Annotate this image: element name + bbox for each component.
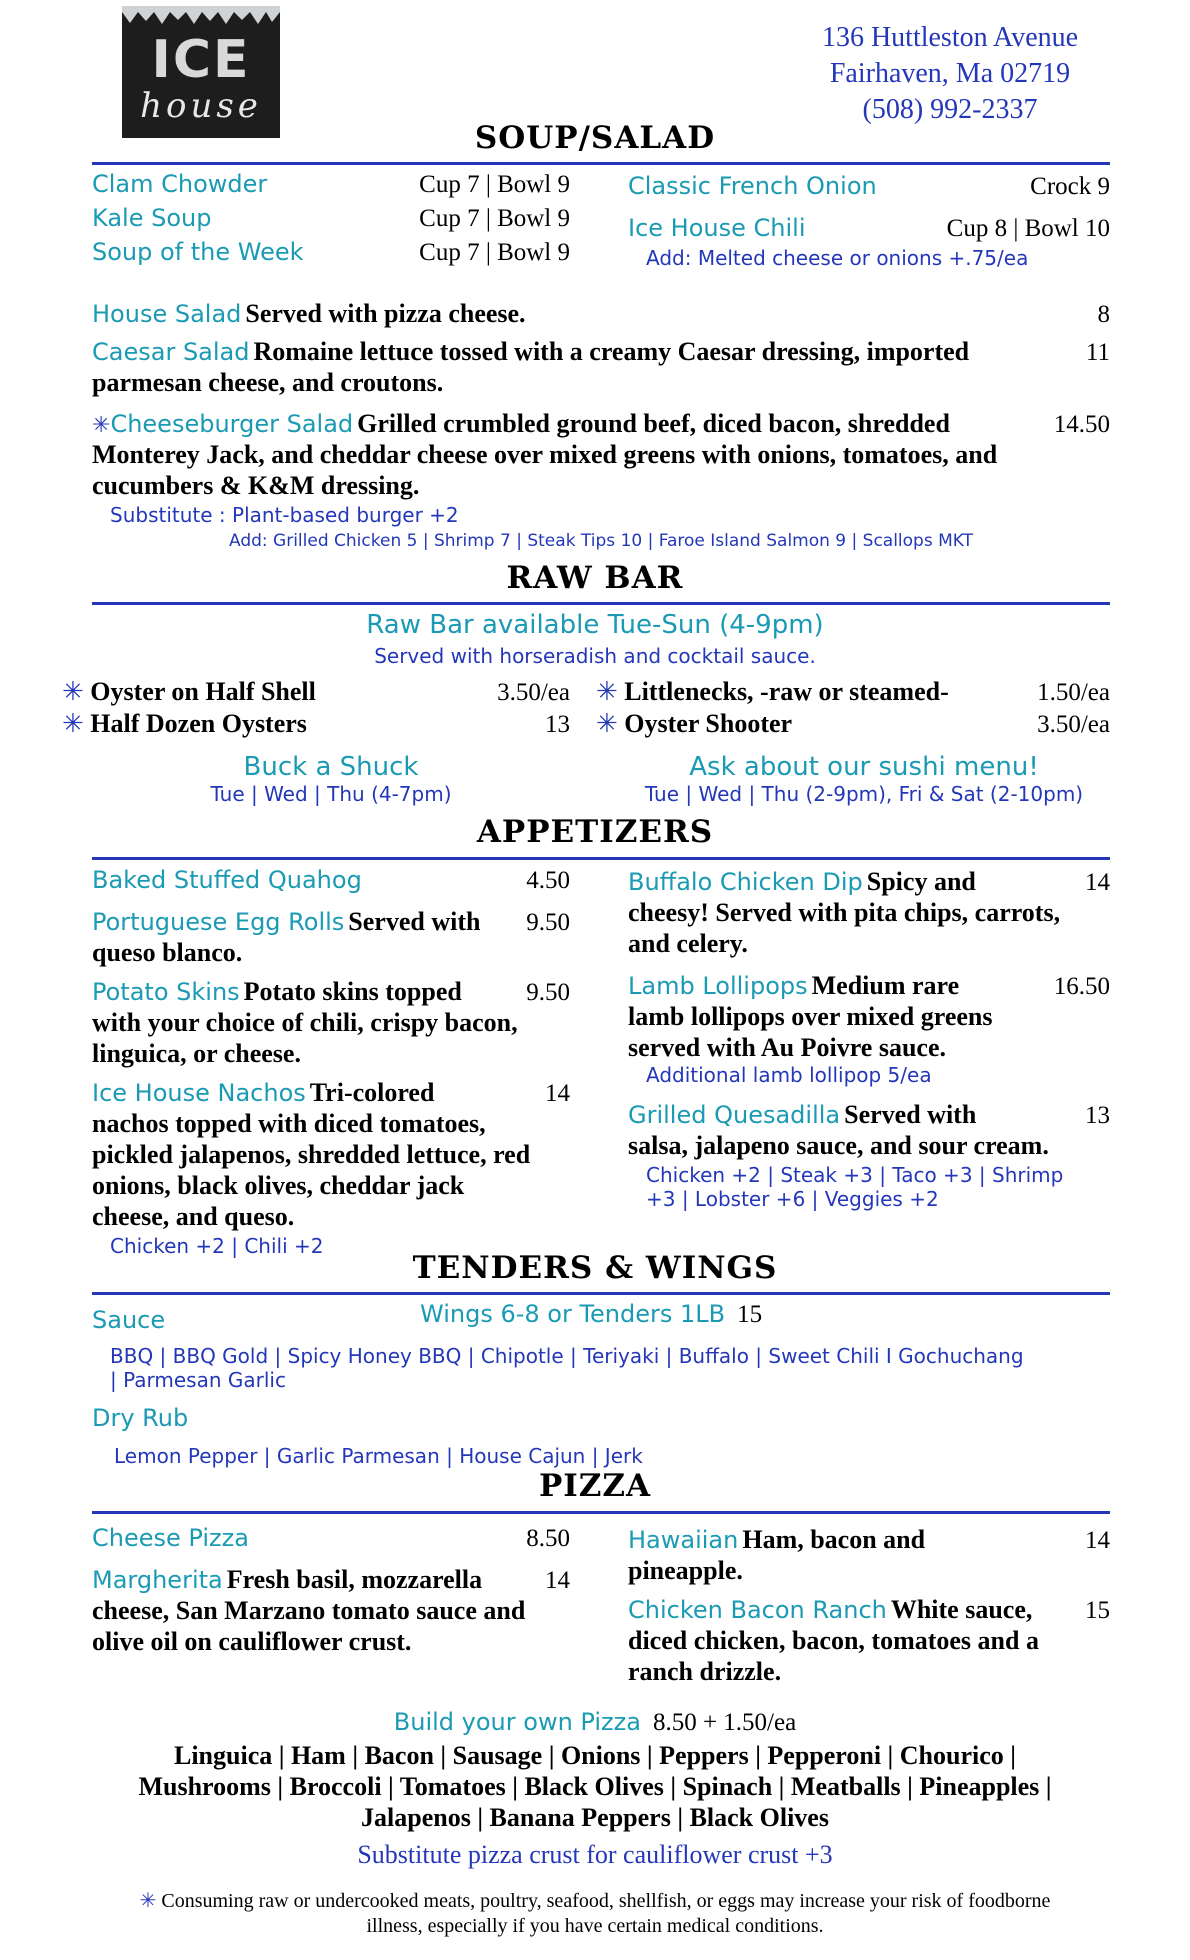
disclaimer-line: Consuming raw or undercooked meats, poultry, seafood, shellfish, or eggs may increase your risk of foodborne [161, 1890, 1051, 1912]
sauce-options: BBQ | BBQ Gold | Spicy Honey BBQ | Chipotle | Teriyaki | Buffalo | Sweet Chili I Gochuchang [110, 1344, 1024, 1368]
item-description-cont: queso blanco. [92, 938, 243, 967]
menu-item [628, 1524, 1110, 1594]
item-description: Spicy and [866, 867, 976, 896]
item-description-cont: salsa, jalapeno sauce, and sour cream. [628, 1131, 1049, 1160]
section-divider [92, 857, 1110, 860]
section-divider [92, 1292, 1110, 1295]
item-price: 14.50 [1053, 411, 1110, 438]
item-name: Oyster on Half Shell [90, 677, 316, 706]
addon-note: Additional lamb lollipop 5/ea [646, 1063, 932, 1087]
pizza-right-column [628, 1524, 1110, 1687]
item-price: 8 [1097, 301, 1110, 328]
item-description: Grilled crumbled ground beef, diced bacon, shredded [357, 409, 950, 438]
item-name: Potato Skins [92, 978, 240, 1006]
topping-line: Mushrooms | Broccoli | Tomatoes | Black Olives | Spinach | Meatballs | Pineapples | [138, 1772, 1052, 1801]
item-name: Littlenecks, -raw or steamed- [624, 677, 949, 706]
item-name: Portuguese Egg Rolls [92, 908, 345, 936]
menu-item [628, 1594, 1110, 1687]
item-description-cont: parmesan cheese, and croutons. [92, 368, 444, 397]
section-divider [92, 602, 1110, 605]
item-description: Romaine lettuce tossed with a creamy Caesar dressing, imported [253, 337, 970, 366]
section-divider [92, 1511, 1110, 1514]
item-price: 14 [1085, 1527, 1110, 1554]
item-name: Baked Stuffed Quahog [92, 866, 362, 894]
item-price: 3.50/ea [497, 679, 570, 706]
cauliflower-crust-note: Substitute pizza crust for cauliflower crust +3 [357, 1840, 833, 1869]
item-description-cont: served with Au Poivre sauce. [628, 1033, 946, 1062]
menu-item [92, 408, 1110, 501]
promo-title: Buck a Shuck [243, 752, 419, 782]
address-street: 136 Huttleston Avenue [821, 22, 1079, 53]
item-price: 9.50 [526, 979, 570, 1006]
section-heading-soup-salad: SOUP/SALAD [474, 120, 716, 156]
item-description: Tri-colored [309, 1078, 435, 1107]
item-name: House Salad [92, 300, 242, 328]
buck-a-shuck-promo [92, 752, 570, 806]
item-description-cont: olive oil on cauliflower crust. [92, 1627, 412, 1656]
raw-bar-right-column [596, 676, 1110, 740]
item-name: Build your own Pizza [393, 1708, 641, 1736]
menu-item [62, 676, 570, 708]
menu-item [92, 336, 1110, 408]
raw-bar-availability: Raw Bar available Tue-Sun (4-9pm) [366, 610, 824, 640]
menu-item [92, 238, 570, 272]
topping-list [0, 1740, 1190, 1833]
item-name: Soup of the Week [92, 238, 304, 266]
promo-days: Tue | Wed | Thu (2-9pm), Fri & Sat (2-10pm) [644, 782, 1084, 806]
item-name: Ice House Chili [628, 214, 806, 242]
raw-warning-icon: ✳ [139, 1888, 157, 1912]
sauce-list [110, 1344, 1110, 1392]
menu-item [628, 172, 1110, 214]
topping-line: Jalapenos | Banana Peppers | Black Olives [361, 1803, 829, 1832]
add-protein-note: Add: Grilled Chicken 5 | Shrimp 7 | Steak Tips 10 | Faroe Island Salmon 9 | Scallops MKT [229, 531, 973, 551]
item-description-cont: cheese, San Marzano tomato sauce and [92, 1596, 526, 1625]
raw-warning-icon: ✳ [596, 709, 618, 739]
item-price: Cup 7 | Bowl 9 [419, 171, 570, 198]
restaurant-address [800, 20, 1100, 128]
appetizers-right-column [628, 866, 1110, 1211]
addon-note: Chicken +2 | Chili +2 [110, 1234, 324, 1258]
item-price: 15 [1085, 1597, 1110, 1624]
item-description: White sauce, [890, 1595, 1033, 1624]
logo-word-house: house [140, 86, 262, 126]
wings-offer [420, 1300, 762, 1329]
item-description: Ham, bacon and [742, 1525, 926, 1554]
item-name: Hawaiian [628, 1526, 739, 1554]
menu-item [92, 1077, 570, 1232]
item-price: Cup 7 | Bowl 9 [419, 205, 570, 232]
item-description-cont: cucumbers & K&M dressing. [92, 471, 420, 500]
raw-bar-left-column [62, 676, 570, 740]
addon-note: Chicken +2 | Steak +3 | Taco +3 | Shrimp [646, 1163, 1064, 1187]
address-city: Fairhaven, Ma 02719 [829, 58, 1071, 89]
item-price: 4.50 [526, 867, 570, 894]
section-heading-pizza: PIZZA [538, 1468, 652, 1504]
item-name: Oyster Shooter [624, 709, 793, 738]
item-name: Wings 6-8 or Tenders 1LB [420, 1300, 726, 1328]
item-description-cont: pickled jalapenos, shredded lettuce, red [92, 1140, 531, 1169]
item-description-cont: diced chicken, bacon, tomatoes and a [628, 1626, 1039, 1655]
address-phone[interactable]: (508) 992-2337 [862, 94, 1038, 125]
raw-warning-icon: ✳ [62, 709, 84, 739]
item-description: Medium rare [811, 971, 960, 1000]
raw-warning-icon: ✳ [92, 413, 111, 438]
item-price: 14 [545, 1567, 570, 1594]
section-heading-appetizers: APPETIZERS [476, 814, 714, 850]
section-heading-raw-bar: RAW BAR [506, 560, 684, 596]
menu-item [596, 676, 1110, 708]
soups-right-column [628, 172, 1110, 270]
item-description-cont: pineapple. [628, 1556, 743, 1585]
menu-item [92, 906, 570, 976]
item-price: 11 [1085, 339, 1110, 366]
disclaimer-line: illness, especially if you have certain medical conditions. [366, 1915, 824, 1937]
logo-word-ice: ICE [151, 30, 251, 90]
item-name: Margherita [92, 1566, 223, 1594]
menu-item [92, 1564, 570, 1657]
menu-item [92, 1524, 570, 1564]
item-price: 16.50 [1053, 973, 1110, 1000]
item-name: Cheese Pizza [92, 1524, 249, 1552]
item-description-cont: lamb lollipops over mixed greens [628, 1002, 993, 1031]
addon-note: +3 | Lobster +6 | Veggies +2 [646, 1187, 939, 1211]
icicle-decoration [122, 6, 280, 26]
item-description-cont: linguica, or cheese. [92, 1039, 301, 1068]
item-price: 3.50/ea [1037, 711, 1110, 738]
item-price: 13 [545, 711, 570, 738]
menu-item [92, 170, 570, 204]
item-price: 14 [1085, 869, 1110, 896]
item-description-cont: ranch drizzle. [628, 1657, 782, 1686]
item-price: 15 [737, 1301, 763, 1328]
item-description-cont: and celery. [628, 929, 748, 958]
item-price: Cup 7 | Bowl 9 [419, 239, 570, 266]
item-name: Ice House Nachos [92, 1079, 306, 1107]
ice-house-logo [122, 6, 280, 138]
item-description-cont: onions, black olives, cheddar jack [92, 1171, 465, 1200]
sushi-promo [618, 752, 1110, 806]
item-description-cont: with your choice of chili, crispy bacon, [92, 1008, 518, 1037]
section-heading-tenders-wings: TENDERS & WINGS [412, 1250, 778, 1286]
item-description: Served with pizza cheese. [245, 299, 526, 328]
substitute-note: Substitute : Plant-based burger +2 [110, 503, 459, 527]
dry-rub-options: Lemon Pepper | Garlic Parmesan | House Cajun | Jerk [114, 1444, 643, 1468]
dry-rub-label: Dry Rub [92, 1404, 189, 1432]
item-price: 1.50/ea [1037, 679, 1110, 706]
item-price: 8.50 [526, 1525, 570, 1552]
item-price: 14 [545, 1080, 570, 1107]
item-description-cont: cheesy! Served with pita chips, carrots, [628, 898, 1061, 927]
addon-note: Add: Melted cheese or onions +.75/ea [646, 246, 1029, 270]
menu-item [628, 214, 1110, 246]
raw-bar-served-with: Served with horseradish and cocktail sauce. [374, 644, 816, 668]
item-price: 9.50 [526, 909, 570, 936]
item-name: Buffalo Chicken Dip [628, 868, 863, 896]
menu-item [62, 708, 570, 740]
item-price: 8.50 + 1.50/ea [652, 1709, 797, 1736]
item-name: Half Dozen Oysters [90, 709, 307, 738]
item-description-cont: cheese, and queso. [92, 1202, 295, 1231]
item-name: Grilled Quesadilla [628, 1101, 841, 1129]
item-name: Clam Chowder [92, 170, 268, 198]
item-name: Chicken Bacon Ranch [628, 1596, 887, 1624]
build-your-own-pizza [0, 1708, 1190, 1737]
sauce-label: Sauce [92, 1306, 166, 1334]
item-description: Served with [348, 907, 481, 936]
promo-days: Tue | Wed | Thu (4-7pm) [210, 782, 452, 806]
menu-item [628, 866, 1110, 970]
menu-item [596, 708, 1110, 740]
item-description: Served with [844, 1100, 977, 1129]
item-name: Cheeseburger Salad [110, 410, 354, 438]
item-name: Classic French Onion [628, 172, 877, 200]
menu-item [628, 970, 1110, 1063]
salads [92, 298, 1110, 551]
topping-line: Linguica | Ham | Bacon | Sausage | Onions | Peppers | Pepperoni | Chourico | [173, 1741, 1017, 1770]
menu-item [92, 866, 570, 906]
item-name: Lamb Lollipops [628, 972, 808, 1000]
promo-title: Ask about our sushi menu! [689, 752, 1039, 782]
item-price: 13 [1085, 1102, 1110, 1129]
soups-left-column [92, 170, 570, 272]
item-name: Caesar Salad [92, 338, 250, 366]
menu-item [92, 204, 570, 238]
sauce-options-cont: | Parmesan Garlic [110, 1368, 286, 1392]
pizza-left-column [92, 1524, 570, 1657]
item-description: Fresh basil, mozzarella [226, 1565, 483, 1594]
food-safety-disclaimer [60, 1888, 1130, 1939]
menu-item [628, 1099, 1110, 1161]
menu-item [92, 298, 1110, 336]
item-price: Crock 9 [1030, 173, 1110, 200]
item-description: Potato skins topped [243, 977, 462, 1006]
item-name: Kale Soup [92, 204, 212, 232]
item-price: Cup 8 | Bowl 10 [946, 215, 1110, 242]
section-divider [92, 162, 1110, 165]
menu-item [92, 976, 570, 1077]
appetizers-left-column [92, 866, 570, 1258]
raw-warning-icon: ✳ [62, 677, 84, 707]
item-description-cont: Monterey Jack, and cheddar cheese over mixed greens with onions, tomatoes, and [92, 440, 998, 469]
raw-warning-icon: ✳ [596, 677, 618, 707]
item-description-cont: nachos topped with diced tomatoes, [92, 1109, 486, 1138]
